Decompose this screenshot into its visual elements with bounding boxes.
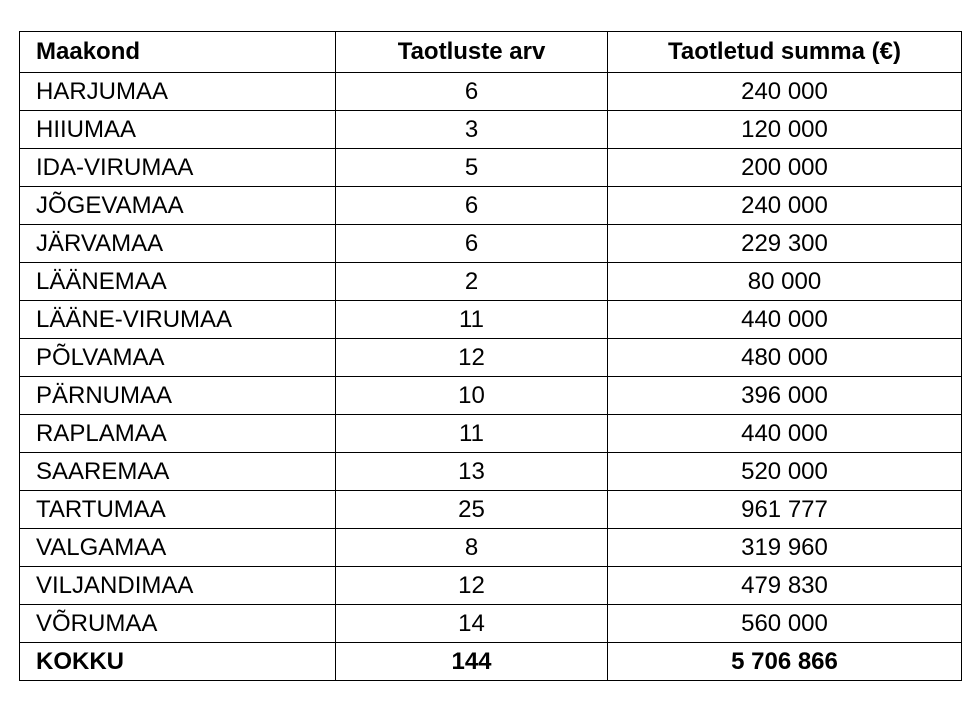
table-row	[20, 187, 962, 225]
cell-amount: 120 000	[608, 111, 962, 149]
cell-county: VILJANDIMAA	[20, 567, 336, 605]
cell-amount: 229 300	[608, 225, 962, 263]
cell-county: RAPLAMAA	[20, 415, 336, 453]
cell-applications: 8	[336, 529, 608, 567]
cell-county: PÕLVAMAA	[20, 339, 336, 377]
cell-county: LÄÄNEMAA	[20, 263, 336, 301]
table-row	[20, 263, 962, 301]
cell-amount: 480 000	[608, 339, 962, 377]
cell-applications: 13	[336, 453, 608, 491]
header-amount: Taotletud summa (€)	[608, 32, 962, 73]
cell-amount: 440 000	[608, 415, 962, 453]
cell-amount: 396 000	[608, 377, 962, 415]
cell-applications: 12	[336, 567, 608, 605]
cell-amount: 240 000	[608, 73, 962, 111]
table-row	[20, 225, 962, 263]
header-applications: Taotluste arv	[336, 32, 608, 73]
cell-amount: 80 000	[608, 263, 962, 301]
header-county: Maakond	[20, 32, 336, 73]
cell-applications: 6	[336, 187, 608, 225]
cell-applications: 10	[336, 377, 608, 415]
cell-applications: 25	[336, 491, 608, 529]
cell-applications: 3	[336, 111, 608, 149]
cell-amount: 560 000	[608, 605, 962, 643]
cell-amount: 319 960	[608, 529, 962, 567]
cell-county: IDA-VIRUMAA	[20, 149, 336, 187]
table-row	[20, 73, 962, 111]
table-row	[20, 301, 962, 339]
cell-county: JÕGEVAMAA	[20, 187, 336, 225]
cell-amount: 200 000	[608, 149, 962, 187]
total-label: KOKKU	[20, 643, 336, 681]
cell-applications: 14	[336, 605, 608, 643]
table-row	[20, 453, 962, 491]
county-applications-table	[19, 31, 962, 681]
table-row	[20, 491, 962, 529]
cell-county: JÄRVAMAA	[20, 225, 336, 263]
cell-amount: 479 830	[608, 567, 962, 605]
cell-county: HARJUMAA	[20, 73, 336, 111]
cell-amount: 520 000	[608, 453, 962, 491]
table-header-row	[20, 32, 962, 73]
cell-applications: 5	[336, 149, 608, 187]
table-row	[20, 415, 962, 453]
table-row	[20, 567, 962, 605]
cell-applications: 11	[336, 301, 608, 339]
cell-applications: 2	[336, 263, 608, 301]
cell-county: VALGAMAA	[20, 529, 336, 567]
table-row	[20, 111, 962, 149]
cell-applications: 6	[336, 225, 608, 263]
cell-county: PÄRNUMAA	[20, 377, 336, 415]
cell-county: SAAREMAA	[20, 453, 336, 491]
table-row	[20, 149, 962, 187]
cell-county: LÄÄNE-VIRUMAA	[20, 301, 336, 339]
table-row	[20, 605, 962, 643]
total-amount: 5 706 866	[608, 643, 962, 681]
table-body	[20, 73, 962, 681]
total-applications: 144	[336, 643, 608, 681]
cell-amount: 440 000	[608, 301, 962, 339]
cell-county: TARTUMAA	[20, 491, 336, 529]
cell-county: VÕRUMAA	[20, 605, 336, 643]
table-row	[20, 377, 962, 415]
cell-amount: 961 777	[608, 491, 962, 529]
table-row	[20, 339, 962, 377]
cell-amount: 240 000	[608, 187, 962, 225]
cell-applications: 11	[336, 415, 608, 453]
table-total-row	[20, 643, 962, 681]
cell-applications: 12	[336, 339, 608, 377]
cell-applications: 6	[336, 73, 608, 111]
table-row	[20, 529, 962, 567]
cell-county: HIIUMAA	[20, 111, 336, 149]
